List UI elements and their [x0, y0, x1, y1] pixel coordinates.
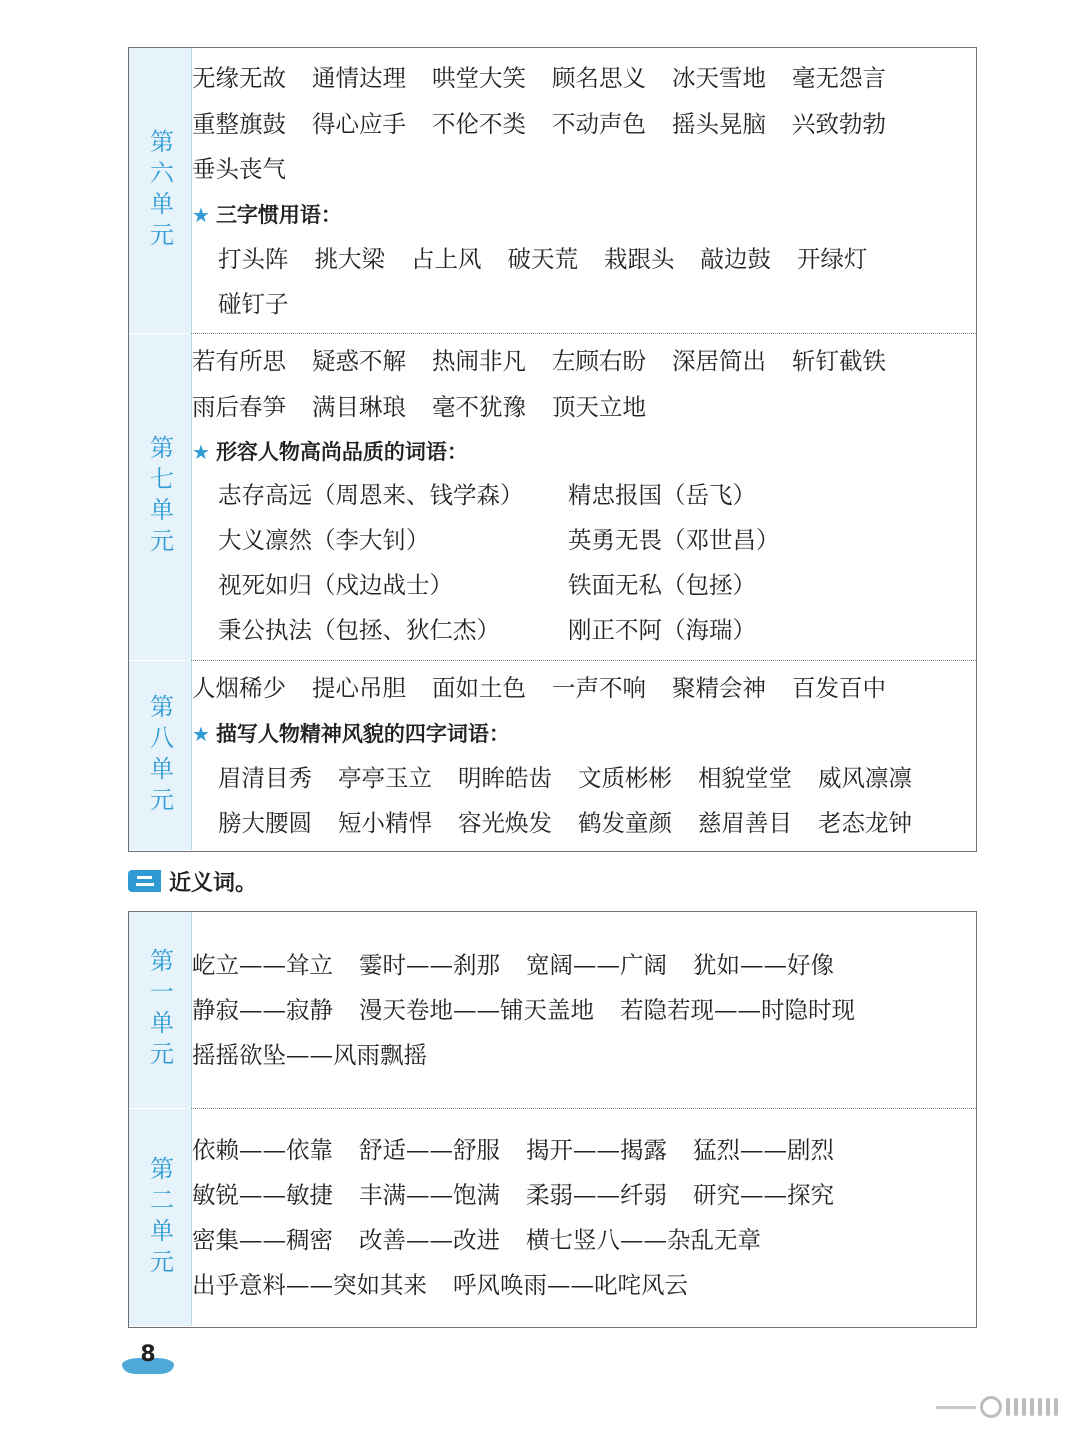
word-item: 毫不犹豫 [432, 393, 526, 421]
word-item: 破天荒 [507, 245, 578, 273]
word-item: 无缘无故 [192, 64, 286, 92]
unit7-row [129, 334, 976, 660]
word-item: 不动声色 [552, 110, 646, 138]
star-icon: ★ [192, 440, 210, 464]
word-item: 敏锐——敏捷 [192, 1181, 333, 1209]
unit8-row [129, 661, 976, 850]
unit8-body [191, 661, 976, 850]
word-item: 宽阔——广阔 [526, 951, 667, 979]
pair-left: 视死如归（戍边战士） [218, 571, 453, 599]
watermark-icon [936, 1396, 1058, 1418]
word-item: 揭开——揭露 [526, 1136, 667, 1164]
word-item: 提心吊胆 [312, 674, 406, 702]
word-item: 疑惑不解 [312, 347, 406, 375]
word-item: 容光焕发 [458, 809, 552, 837]
word-item: 一声不响 [552, 674, 646, 702]
unit6-note-line1 [218, 244, 894, 274]
syn-unit2-line3 [192, 1225, 787, 1255]
syn-unit2-line1 [192, 1135, 860, 1165]
word-item: 人烟稀少 [192, 674, 286, 702]
page-number-text: 8 [140, 1341, 156, 1367]
word-item: 相貌堂堂 [698, 764, 792, 792]
word-item: 顾名思义 [552, 64, 646, 92]
word-item: 老态龙钟 [818, 809, 912, 837]
unit8-note-line2 [218, 808, 938, 838]
word-item: 舒适——舒服 [359, 1136, 500, 1164]
word-item: 眉清目秀 [218, 764, 312, 792]
word-item: 不伦不类 [432, 110, 526, 138]
unit6-label-cell [129, 48, 191, 333]
word-item: 通情达理 [312, 64, 406, 92]
unit8-label-cell [129, 661, 191, 850]
word-item: 兴致勃勃 [792, 110, 886, 138]
word-item: 热闹非凡 [432, 347, 526, 375]
unit6-label: 第六单元 [145, 128, 174, 253]
page-number [122, 1340, 174, 1374]
word-item: 屹立——耸立 [192, 951, 333, 979]
section-title: 近义词。 [169, 870, 258, 896]
unit6-row [129, 48, 976, 333]
word-item: 左顾右盼 [552, 347, 646, 375]
word-item: 哄堂大笑 [432, 64, 526, 92]
word-item: 雨后春笋 [192, 393, 286, 421]
word-item: 若有所思 [192, 347, 286, 375]
word-item: 摇头晃脑 [672, 110, 766, 138]
syn-unit1-row [129, 912, 976, 1108]
word-item: 霎时——刹那 [359, 951, 500, 979]
unit7-note-title: 形容人物高尚品质的词语： [215, 440, 468, 464]
syn-unit1-line2 [192, 995, 881, 1025]
word-item: 百发百中 [792, 674, 886, 702]
syn-unit2-row [129, 1109, 976, 1326]
word-item: 若隐若现——时隐时现 [620, 996, 855, 1024]
syn-unit1-label: 第一单元 [145, 948, 174, 1072]
pair-left: 秉公执法（包拯、狄仁杰） [218, 616, 500, 644]
section-number-icon [128, 870, 161, 892]
syn-unit2-line2 [192, 1180, 860, 1210]
word-item: 碰钉子 [218, 290, 289, 318]
syn-unit2-line4 [192, 1270, 714, 1300]
section-heading [128, 866, 257, 896]
unit8-note-heading [192, 719, 510, 749]
pair-right: 铁面无私（包拯） [568, 571, 756, 599]
word-item: 深居简出 [672, 347, 766, 375]
pair-right: 英勇无畏（邓世昌） [568, 526, 780, 554]
unit6-body [191, 48, 976, 333]
pair-left: 志存高远（周恩来、钱学森） [218, 481, 524, 509]
syn-unit2-label-cell [129, 1109, 191, 1326]
word-item: 得心应手 [312, 110, 406, 138]
unit8-note-line1 [218, 763, 938, 793]
word-item: 文质彬彬 [578, 764, 672, 792]
word-item: 明眸皓齿 [458, 764, 552, 792]
syn-unit1-line1 [192, 950, 860, 980]
word-item: 面如土色 [432, 674, 526, 702]
word-item: 鹤发童颜 [578, 809, 672, 837]
word-item: 改善——改进 [359, 1226, 500, 1254]
word-item: 呼风唤雨——叱咤风云 [453, 1271, 688, 1299]
word-item: 短小精悍 [338, 809, 432, 837]
unit6-line3 [192, 154, 312, 184]
word-item: 敲边鼓 [700, 245, 771, 273]
word-item: 栽跟头 [604, 245, 675, 273]
word-item: 丰满——饱满 [359, 1181, 500, 1209]
vocab-table-top [128, 47, 977, 852]
word-item: 静寂——寂静 [192, 996, 333, 1024]
word-item: 漫天卷地——铺天盖地 [359, 996, 594, 1024]
unit8-label: 第八单元 [145, 693, 174, 818]
unit7-label-cell [129, 334, 191, 660]
unit7-body [191, 334, 976, 660]
unit6-note-title: 三字惯用语： [215, 203, 342, 227]
pair-right: 精忠报国（岳飞） [568, 481, 756, 509]
syn-unit2-label: 第二单元 [145, 1155, 174, 1280]
pair-right: 刚正不阿（海瑞） [568, 616, 756, 644]
unit6-note-heading [192, 200, 342, 230]
unit7-line1 [192, 346, 912, 376]
word-item: 依赖——依靠 [192, 1136, 333, 1164]
word-item: 柔弱——纤弱 [526, 1181, 667, 1209]
unit8-note-title: 描写人物精神风貌的四字词语： [215, 722, 510, 746]
word-item: 占上风 [411, 245, 482, 273]
unit6-line1 [192, 63, 912, 93]
star-icon: ★ [192, 203, 210, 227]
syn-unit2-body [191, 1109, 976, 1326]
word-item: 亭亭玉立 [338, 764, 432, 792]
unit6-note-line2 [218, 289, 315, 319]
word-item: 顶天立地 [552, 393, 646, 421]
word-item: 聚精会神 [672, 674, 766, 702]
word-item: 出乎意料——突如其来 [192, 1271, 427, 1299]
word-item: 猛烈——剧烈 [693, 1136, 834, 1164]
word-item: 重整旗鼓 [192, 110, 286, 138]
synonym-table [128, 911, 977, 1328]
word-item: 密集——稠密 [192, 1226, 333, 1254]
word-item: 威风凛凛 [818, 764, 912, 792]
word-item: 犹如——好像 [693, 951, 834, 979]
word-item: 打头阵 [218, 245, 289, 273]
syn-unit1-line3 [192, 1040, 453, 1070]
word-item: 研究——探究 [693, 1181, 834, 1209]
word-item: 毫无怨言 [792, 64, 886, 92]
word-item: 开绿灯 [797, 245, 868, 273]
unit7-note-heading [192, 437, 468, 467]
word-item: 满目琳琅 [312, 393, 406, 421]
word-item: 垂头丧气 [192, 155, 286, 183]
star-icon: ★ [192, 722, 210, 746]
syn-unit1-body [191, 912, 976, 1108]
word-item: 慈眉善目 [698, 809, 792, 837]
unit8-line1 [192, 673, 912, 703]
word-item: 冰天雪地 [672, 64, 766, 92]
pair-left: 大义凛然（李大钊） [218, 526, 430, 554]
word-item: 横七竖八——杂乱无章 [526, 1226, 761, 1254]
unit7-line2 [192, 392, 672, 422]
unit7-label: 第七单元 [145, 435, 174, 559]
word-item: 斩钉截铁 [792, 347, 886, 375]
word-item: 挑大梁 [314, 245, 385, 273]
unit6-line2 [192, 109, 912, 139]
syn-unit1-label-cell [129, 912, 191, 1108]
word-item: 膀大腰圆 [218, 809, 312, 837]
word-item: 摇摇欲坠——风雨飘摇 [192, 1041, 427, 1069]
